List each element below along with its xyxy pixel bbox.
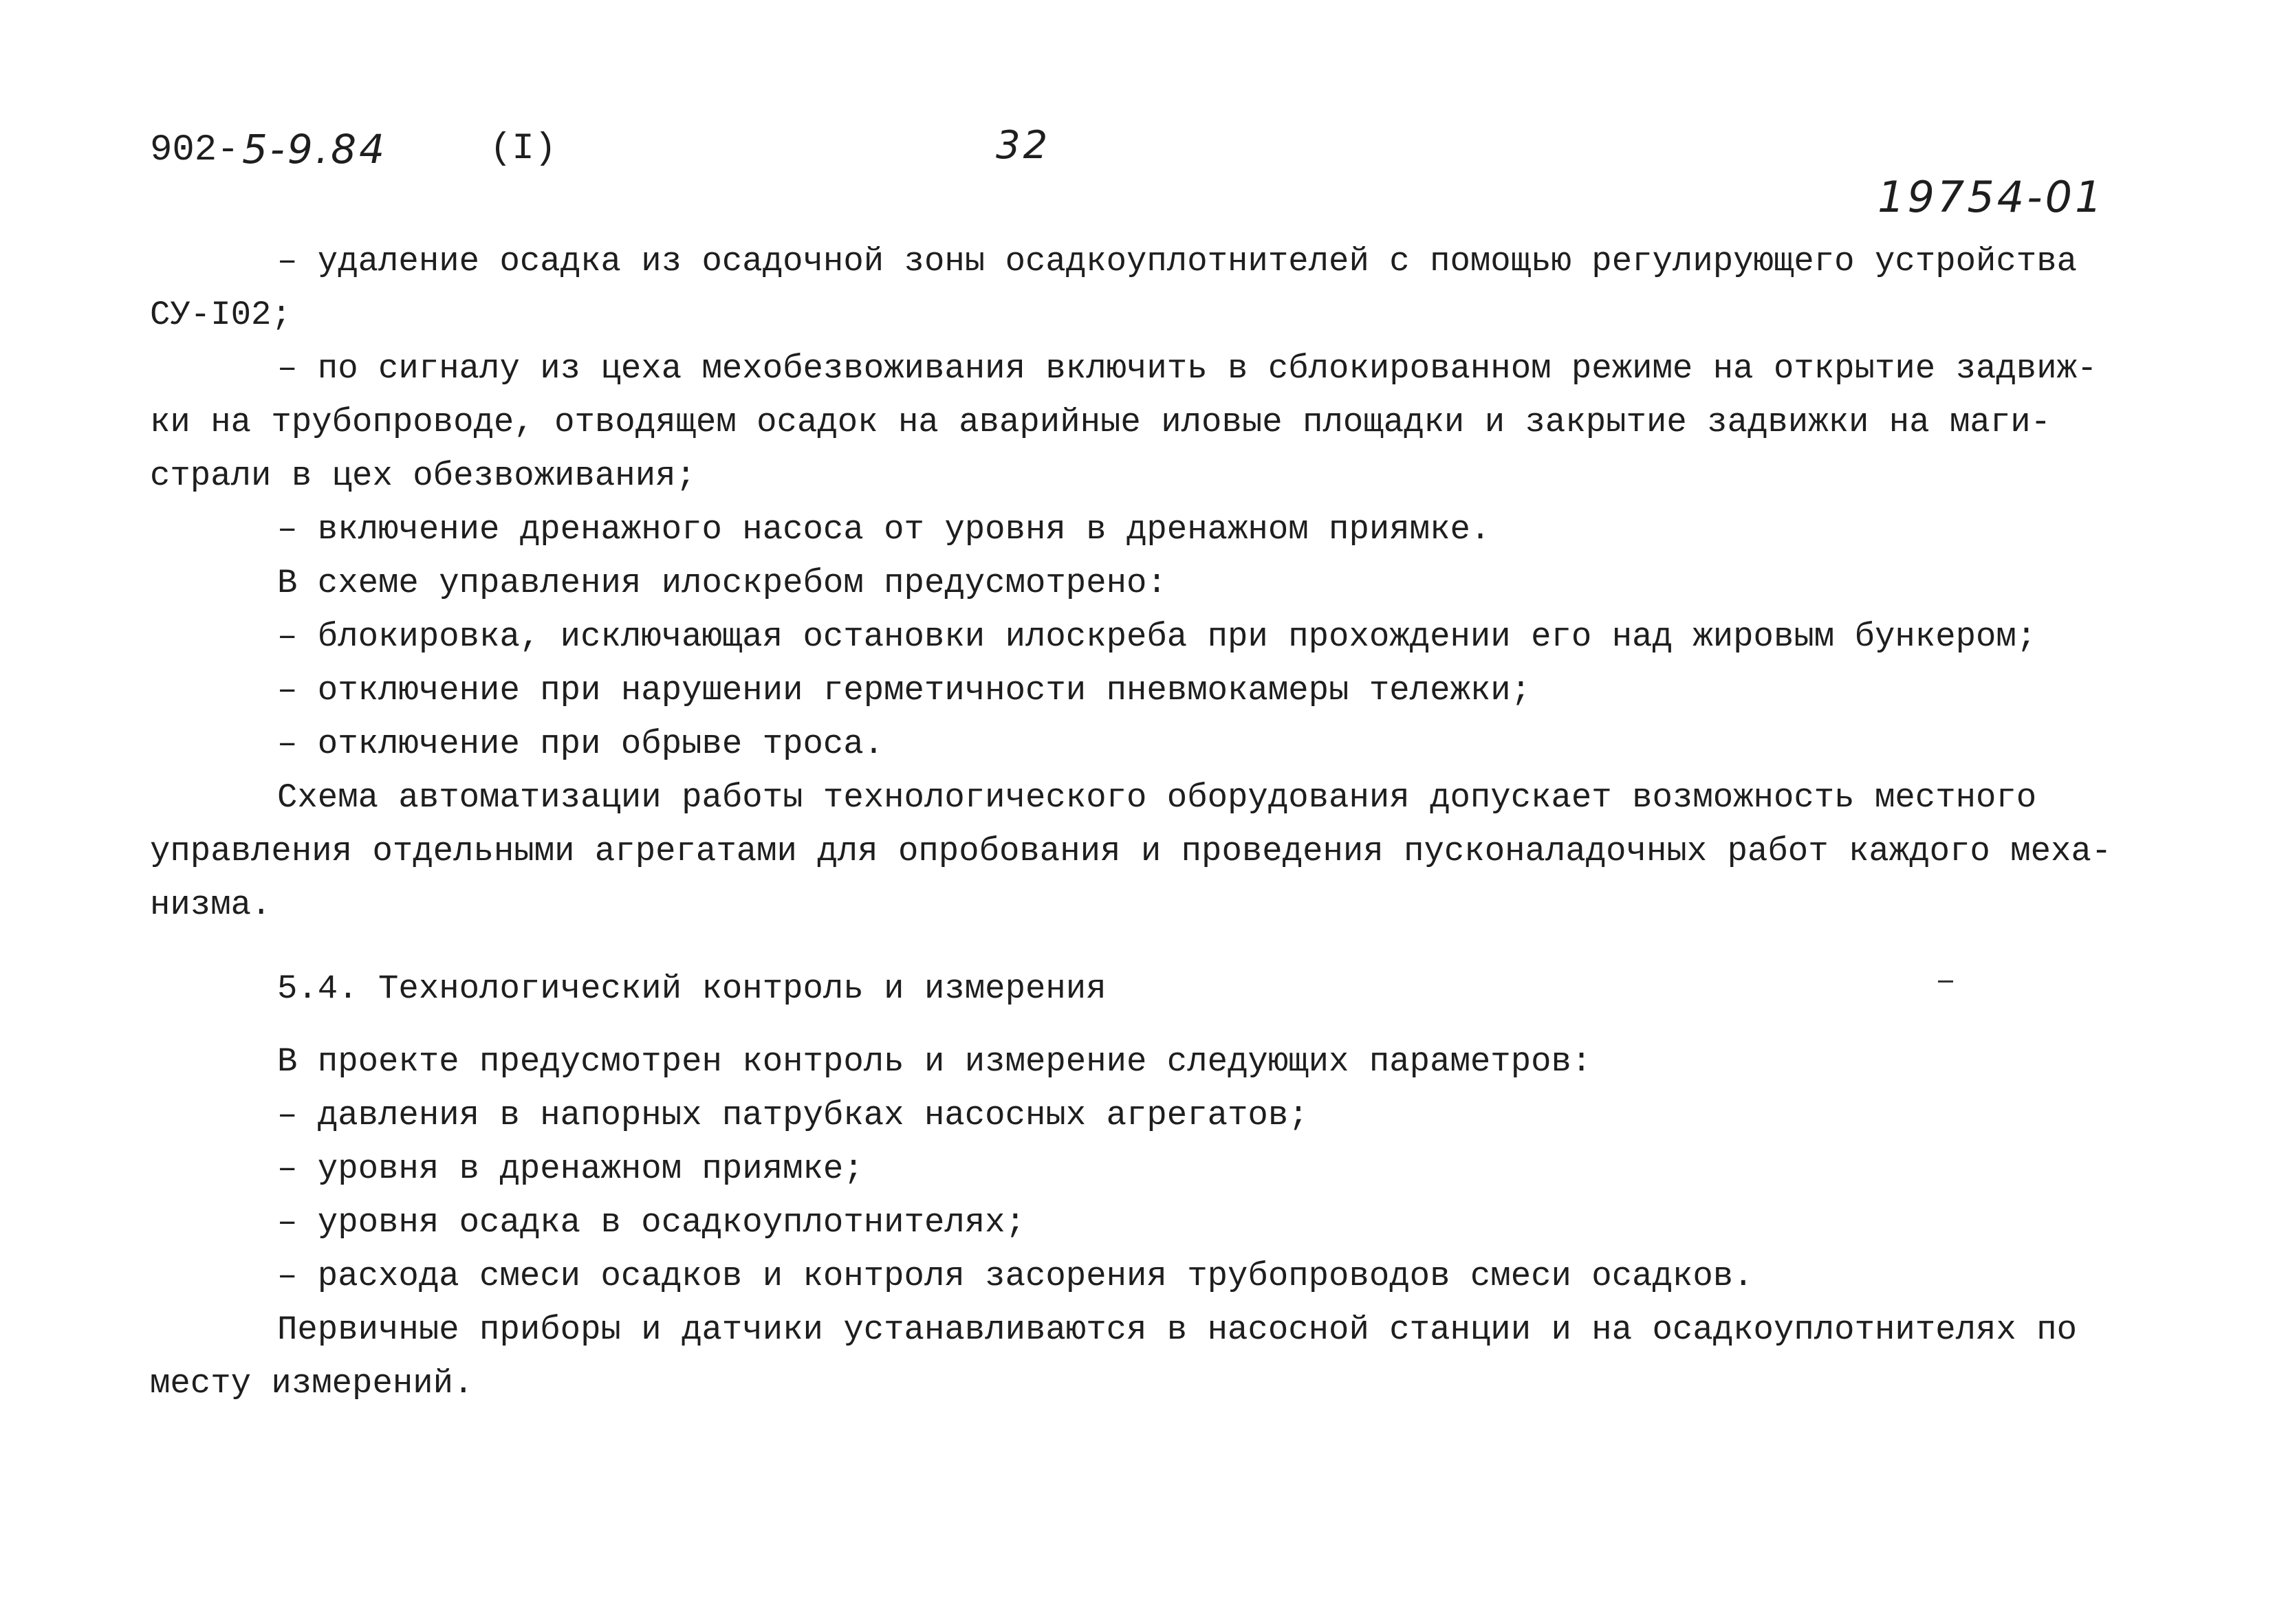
section-heading: 5.4. Технологический контроль и измерения	[277, 969, 1107, 1008]
text-line-primary-devices: Первичные приборы и датчики устанавливаются в насосной станции и на осадкоуплотнителях по	[277, 1310, 2078, 1349]
text-line-continuation: месту измерений.	[150, 1364, 474, 1403]
text-line-bullet-drain-level: – уровня в дренажном приямке;	[277, 1150, 864, 1188]
page-number: 32	[996, 123, 1051, 168]
text-line-bullet-rope-break: – отключение при обрыве троса.	[277, 725, 884, 763]
text-line-bullet-seal-failure: – отключение при нарушении герметичности пневмокамеры тележки;	[277, 671, 1532, 710]
text-line-bullet-pressure: – давления в напорных патрубках насосных агрегатов;	[277, 1096, 1309, 1134]
text-line-scraper-intro: В схеме управления илоскребом предусмотрено:	[277, 564, 1167, 602]
text-line-bullet-interlock: – блокировка, исключающая остановки илоскреба при прохождении его над жировым бункером;	[277, 617, 2037, 656]
text-line-continuation: страли в цех обезвоживания;	[150, 457, 696, 495]
inventory-number: 19754-01	[1877, 172, 2105, 222]
text-line-automation-scheme: Схема автоматизации работы технологического оборудования допускает возможность местного	[277, 778, 2037, 817]
sheet-mark: (I)	[490, 128, 557, 170]
document-code-handwritten: 5-9.84	[242, 126, 387, 173]
text-line-continuation: низма.	[150, 886, 272, 924]
text-line-measurement-intro: В проекте предусмотрен контроль и измерение следующих параметров:	[277, 1042, 1592, 1081]
text-line-bullet-sludge-level: – уровня осадка в осадкоуплотнителях;	[277, 1203, 1025, 1242]
text-line-bullet-signal: – по сигналу из цеха мехобезвоживания включить в сблокированном режиме на открытие задвиж-	[277, 349, 2098, 388]
text-line-bullet-drain-pump: – включение дренажного насоса от уровня в дренажном приямке.	[277, 510, 1491, 549]
stray-mark	[1938, 980, 1953, 983]
text-line-continuation: управления отдельными агрегатами для опробования и проведения пусконаладочных работ каждого меха-	[150, 832, 2112, 870]
text-line-continuation: СУ-I02;	[150, 296, 292, 334]
text-line-bullet-sludge-removal: – удаление осадка из осадочной зоны осадкоуплотнителей с помощью регулирующего устройства	[277, 242, 2078, 281]
text-line-bullet-flow: – расхода смеси осадков и контроля засорения трубопроводов смеси осадков.	[277, 1257, 1754, 1295]
document-code-printed: 902-	[150, 129, 239, 171]
text-line-continuation: ки на трубопроводе, отводящем осадок на аварийные иловые площадки и закрытие задвижки на маги-	[150, 403, 2051, 441]
